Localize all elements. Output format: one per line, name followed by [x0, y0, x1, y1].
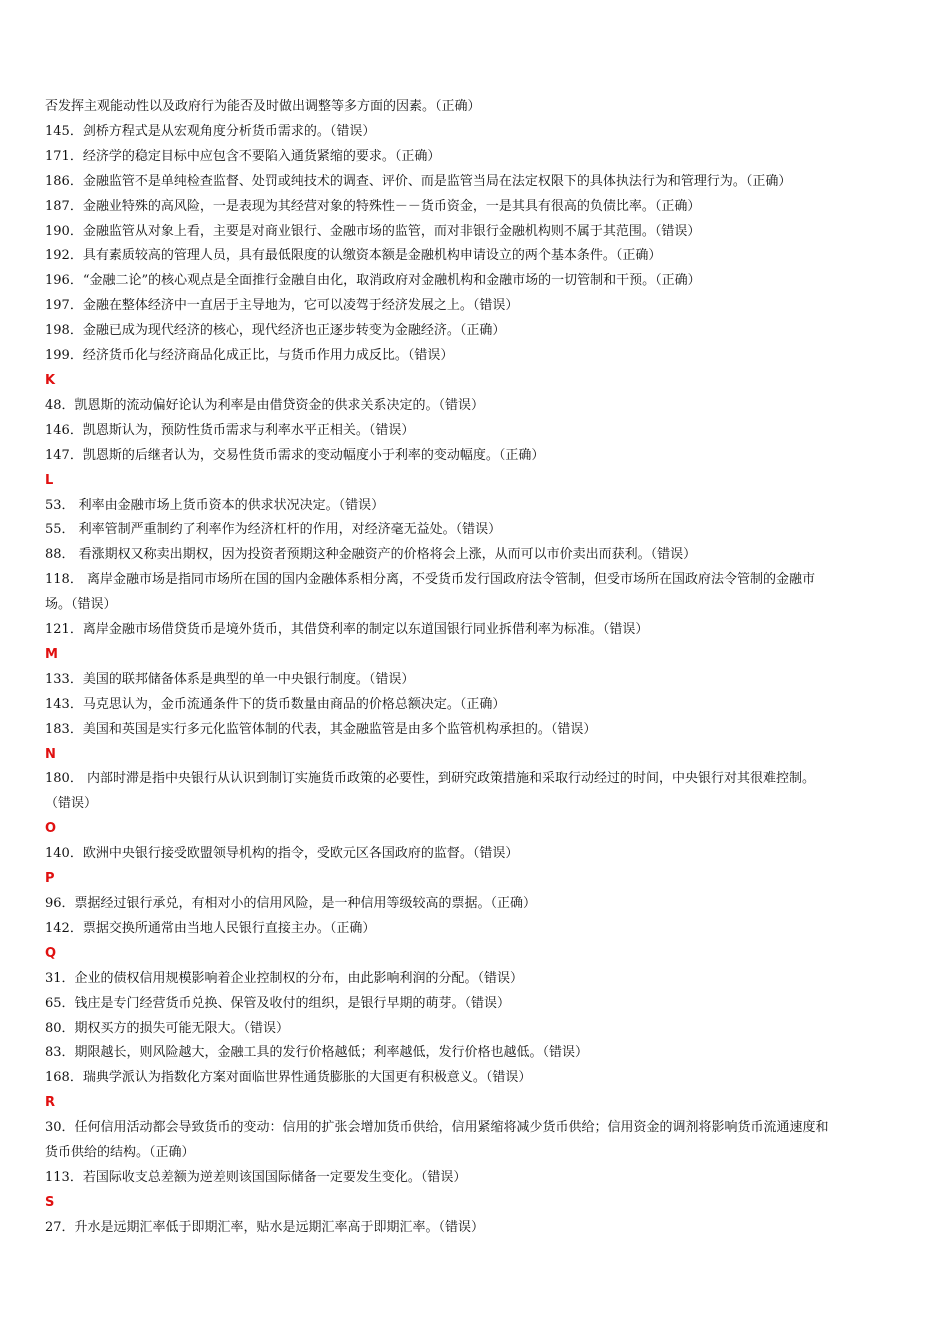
statement-line: 186．金融监管不是单纯检查监督、处罚或纯技术的调查、评价、而是监管当局在法定权限下的具体执法行为和管理行为。（正确）: [45, 173, 792, 189]
statement-line: 142．票据交换所通常由当地人民银行直接主办。（正确）: [45, 920, 376, 936]
statement-line: 118． 离岸金融市场是指同市场所在国的国内金融体系相分离，不受货币发行国政府法令管制，但受市场所在国政府法令管制的金融市: [45, 572, 815, 588]
statement-line: 145．剑桥方程式是从宏观角度分析货币需求的。（错误）: [45, 123, 376, 139]
statement-line: 场。（错误）: [45, 597, 117, 613]
statement-line: 55． 利率管制严重制约了利率作为经济杠杆的作用，对经济毫无益处。（错误）: [45, 522, 502, 538]
statement-line: 96．票据经过银行承兑，有相对小的信用风险，是一种信用等级较高的票据。（正确）: [45, 896, 537, 911]
statement-line: 否发挥主观能动性以及政府行为能否及时做出调整等多方面的因素。（正确）: [45, 99, 481, 114]
statement-line: 113．若国际收支总差额为逆差则该国国际储备一定要发生变化。（错误）: [45, 1169, 467, 1185]
statement-line: 140．欧洲中央银行接受欧盟领导机构的指令，受欧元区各国政府的监督。（错误）: [45, 846, 519, 862]
statement-line: 27．升水是远期汇率低于即期汇率，贴水是远期汇率高于即期汇率。（错误）: [45, 1219, 485, 1235]
section-letter-heading: P: [45, 871, 55, 887]
document-page: [45, 95, 907, 1241]
section-letter-heading: S: [45, 1194, 55, 1210]
section-letter-heading: R: [45, 1095, 56, 1111]
statement-line: 180． 内部时滞是指中央银行从认识到制订实施货币政策的必要性，到研究政策措施和采取行动经过的时间，中央银行对其很难控制。: [45, 771, 815, 787]
statement-line: 48．凯恩斯的流动偏好论认为利率是由借贷资金的供求关系决定的。（错误）: [45, 397, 485, 413]
statement-line: 121．离岸金融市场借贷货币是境外货币，其借贷利率的制定以东道国银行同业拆借利率为标准。（错误）: [45, 622, 649, 638]
statement-line: 53． 利率由金融市场上货币资本的供求状况决定。（错误）: [45, 497, 385, 513]
statement-line: 30．任何信用活动都会导致货币的变动：信用的扩张会增加货币供给，信用紧缩将减少货币供给；信用资金的调剂将影响货币流通速度和: [45, 1120, 829, 1136]
statement-line: 190．金融监管从对象上看，主要是对商业银行、金融市场的监管，而对非银行金融机构则不属于其范围。（错误）: [45, 223, 701, 239]
statement-line: 83．期限越长，则风险越大，金融工具的发行价格越低；利率越低，发行价格也越低。（错误）: [45, 1045, 589, 1061]
statement-line: 80．期权买方的损失可能无限大。（错误）: [45, 1020, 290, 1036]
statement-line: 143．马克思认为，金币流通条件下的货币数量由商品的价格总额决定。（正确）: [45, 696, 506, 712]
statement-line: 133．美国的联邦储备体系是典型的单一中央银行制度。（错误）: [45, 671, 415, 687]
statement-line: 199．经济货币化与经济商品化成正比，与货币作用力成反比。（错误）: [45, 348, 454, 364]
statement-line: 197．金融在整体经济中一直居于主导地为，它可以凌驾于经济发展之上。（错误）: [45, 298, 519, 314]
statement-line: 货币供给的结构。（正确）: [45, 1145, 195, 1161]
section-letter-heading: N: [45, 746, 56, 762]
section-letter-heading: O: [45, 821, 57, 837]
statement-line: 31．企业的债权信用规模影响着企业控制权的分布，由此影响利润的分配。（错误）: [45, 970, 524, 986]
section-letter-heading: M: [45, 646, 58, 662]
section-letter-heading: Q: [45, 945, 57, 961]
section-letter-heading: K: [45, 372, 56, 388]
statement-line: 146．凯恩斯认为，预防性货币需求与利率水平正相关。（错误）: [45, 422, 415, 438]
section-letter-heading: L: [45, 472, 54, 488]
statement-line: 171．经济学的稳定目标中应包含不要陷入通货紧缩的要求。（正确）: [45, 148, 441, 164]
statement-line: 192．具有素质较高的管理人员，具有最低限度的认缴资本额是金融机构申请设立的两个基本条件。（正确）: [45, 248, 662, 264]
statement-line: （错误）: [45, 796, 98, 812]
statement-line: 65．钱庄是专门经营货币兑换、保管及收付的组织，是银行早期的萌芽。（错误）: [45, 995, 511, 1011]
statement-line: 196．“金融二论”的核心观点是全面推行金融自由化，取消政府对金融机构和金融市场的一切管制和干预。（正确）: [45, 273, 701, 289]
statement-line: 183．美国和英国是实行多元化监管体制的代表，其金融监管是由多个监管机构承担的。（错误）: [45, 721, 597, 737]
statement-line: 198．金融已成为现代经济的核心，现代经济也正逐步转变为金融经济。（正确）: [45, 323, 506, 339]
statement-line: 187．金融业特殊的高风险，一是表现为其经营对象的特殊性－－货币资金，一是其具有很高的负债比率。（正确）: [45, 198, 701, 214]
statement-line: 88． 看涨期权又称卖出期权，因为投资者预期这种金融资产的价格将会上涨，从而可以市价卖出而获利。（错误）: [45, 547, 697, 563]
statement-line: 147．凯恩斯的后继者认为，交易性货币需求的变动幅度小于利率的变动幅度。（正确）: [45, 447, 545, 463]
statement-line: 168．瑞典学派认为指数化方案对面临世界性通货膨胀的大国更有积极意义。（错误）: [45, 1070, 532, 1086]
